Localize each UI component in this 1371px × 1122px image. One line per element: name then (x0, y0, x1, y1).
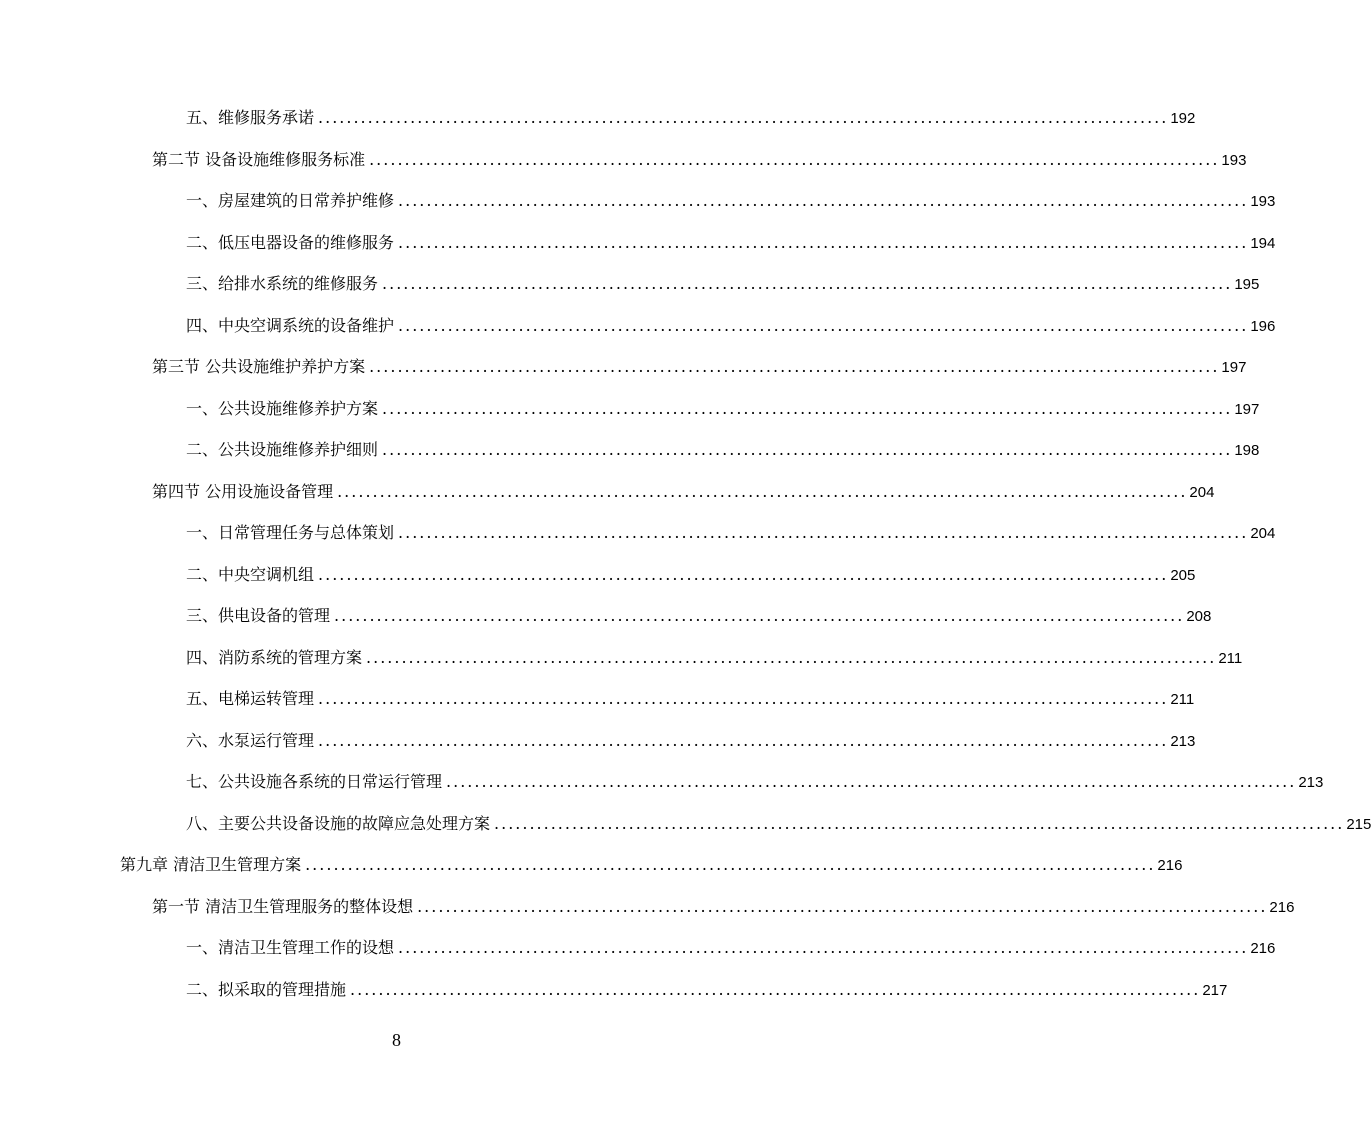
toc-entry-page: 192 (1170, 110, 1196, 127)
toc-entry-title: 二、公共设施维修养护细则 (186, 440, 379, 459)
toc-entry-page: 208 (1186, 608, 1212, 625)
toc-entry-page: 216 (1269, 899, 1295, 916)
page-number: 8 (392, 1030, 401, 1050)
toc-entry-title: 一、公共设施维修养护方案 (186, 399, 379, 418)
toc-entry[interactable] (186, 772, 1324, 793)
dot-leader: ........................................................................................................................ (366, 648, 1217, 667)
dot-leader: ........................................................................................................................ (318, 108, 1169, 127)
toc-entry-page: 215 (1346, 816, 1371, 833)
toc-entry[interactable] (186, 938, 1276, 959)
dot-leader: ........................................................................................................................ (417, 897, 1268, 916)
dot-leader: ........................................................................................................................ (369, 150, 1220, 169)
toc-entry[interactable] (152, 357, 1247, 378)
dot-leader: ........................................................................................................................ (318, 565, 1169, 584)
dot-leader: ........................................................................................................................ (305, 855, 1156, 874)
toc-entry[interactable] (186, 440, 1260, 461)
dot-leader: ........................................................................................................................ (494, 814, 1345, 833)
toc-entry-title: 第三节 公共设施维护养护方案 (152, 357, 366, 376)
toc-entry[interactable] (186, 814, 1371, 835)
toc-entry-title: 八、主要公共设备设施的故障应急处理方案 (186, 814, 491, 833)
toc-entry-title: 三、给排水系统的维修服务 (186, 274, 379, 293)
dot-leader: ........................................................................................................................ (334, 606, 1185, 625)
toc-entry-page: 193 (1250, 193, 1276, 210)
dot-leader: ........................................................................................................................ (337, 482, 1188, 501)
dot-leader: ........................................................................................................................ (446, 772, 1297, 791)
dot-leader: ........................................................................................................................ (318, 689, 1169, 708)
toc-entry[interactable] (186, 108, 1196, 129)
toc-entry[interactable] (186, 523, 1276, 544)
toc-entry-page: 193 (1221, 152, 1247, 169)
toc-entry[interactable] (186, 399, 1260, 420)
toc-entry-page: 211 (1218, 650, 1243, 667)
toc-entry-page: 196 (1250, 318, 1276, 335)
toc-entry[interactable] (152, 482, 1215, 503)
dot-leader: ........................................................................................................................ (398, 316, 1249, 335)
toc-entry-title: 四、中央空调系统的设备维护 (186, 316, 395, 335)
dot-leader: ........................................................................................................................ (398, 523, 1249, 542)
toc-entry-title: 二、中央空调机组 (186, 565, 315, 584)
toc-entry-page: 205 (1170, 567, 1196, 584)
toc-entry-title: 第二节 设备设施维修服务标准 (152, 150, 366, 169)
toc-entry-title: 一、清洁卫生管理工作的设想 (186, 938, 395, 957)
toc-entry-title: 五、电梯运转管理 (186, 689, 315, 708)
toc-entry-page: 194 (1250, 235, 1276, 252)
toc-entry[interactable] (186, 274, 1260, 295)
toc-entry-page: 198 (1234, 442, 1260, 459)
dot-leader: ........................................................................................................................ (369, 357, 1220, 376)
toc-entry-title: 三、供电设备的管理 (186, 606, 331, 625)
toc-entry-page: 213 (1298, 774, 1324, 791)
toc-entry-title: 六、水泵运行管理 (186, 731, 315, 750)
toc-entry-page: 204 (1250, 525, 1276, 542)
toc-entry-title: 一、房屋建筑的日常养护维修 (186, 191, 395, 210)
toc-entry[interactable] (186, 565, 1196, 586)
dot-leader: ........................................................................................................................ (318, 731, 1169, 750)
dot-leader: ........................................................................................................................ (398, 191, 1249, 210)
toc-entry[interactable] (186, 191, 1276, 212)
toc-entry[interactable] (186, 606, 1212, 627)
toc-entry[interactable] (186, 731, 1196, 752)
toc-entry-title: 七、公共设施各系统的日常运行管理 (186, 772, 443, 791)
toc-entry-page: 216 (1157, 857, 1183, 874)
toc-entry[interactable] (152, 897, 1295, 918)
toc-entry-title: 第一节 清洁卫生管理服务的整体设想 (152, 897, 414, 916)
toc-entry-title: 二、低压电器设备的维修服务 (186, 233, 395, 252)
dot-leader: ........................................................................................................................ (382, 399, 1233, 418)
dot-leader: ........................................................................................................................ (350, 980, 1201, 999)
toc-entry-page: 204 (1189, 484, 1215, 501)
toc-entry-title: 四、消防系统的管理方案 (186, 648, 363, 667)
dot-leader: ........................................................................................................................ (398, 233, 1249, 252)
toc-entry-page: 213 (1170, 733, 1196, 750)
toc-entry[interactable] (120, 855, 1183, 876)
toc-entry-page: 197 (1234, 401, 1260, 418)
toc-entry-page: 197 (1221, 359, 1247, 376)
toc-entry[interactable] (186, 980, 1228, 1001)
toc-entry-title: 第九章 清洁卫生管理方案 (120, 855, 302, 874)
toc-entry-title: 五、维修服务承诺 (186, 108, 315, 127)
toc-entry[interactable] (152, 150, 1247, 171)
toc-entry[interactable] (186, 233, 1276, 254)
toc-entry[interactable] (186, 689, 1195, 710)
toc-entry-page: 216 (1250, 940, 1276, 957)
dot-leader: ........................................................................................................................ (398, 938, 1249, 957)
toc-entry-page: 217 (1202, 982, 1228, 999)
toc-entry-page: 195 (1234, 276, 1260, 293)
dot-leader: ........................................................................................................................ (382, 440, 1233, 459)
toc-entry[interactable] (186, 316, 1276, 337)
toc-entry-page: 211 (1170, 691, 1195, 708)
toc-entry-title: 二、拟采取的管理措施 (186, 980, 347, 999)
toc-entry-title: 第四节 公用设施设备管理 (152, 482, 334, 501)
toc-entry-title: 一、日常管理任务与总体策划 (186, 523, 395, 542)
dot-leader: ........................................................................................................................ (382, 274, 1233, 293)
toc-entry[interactable] (186, 648, 1243, 669)
